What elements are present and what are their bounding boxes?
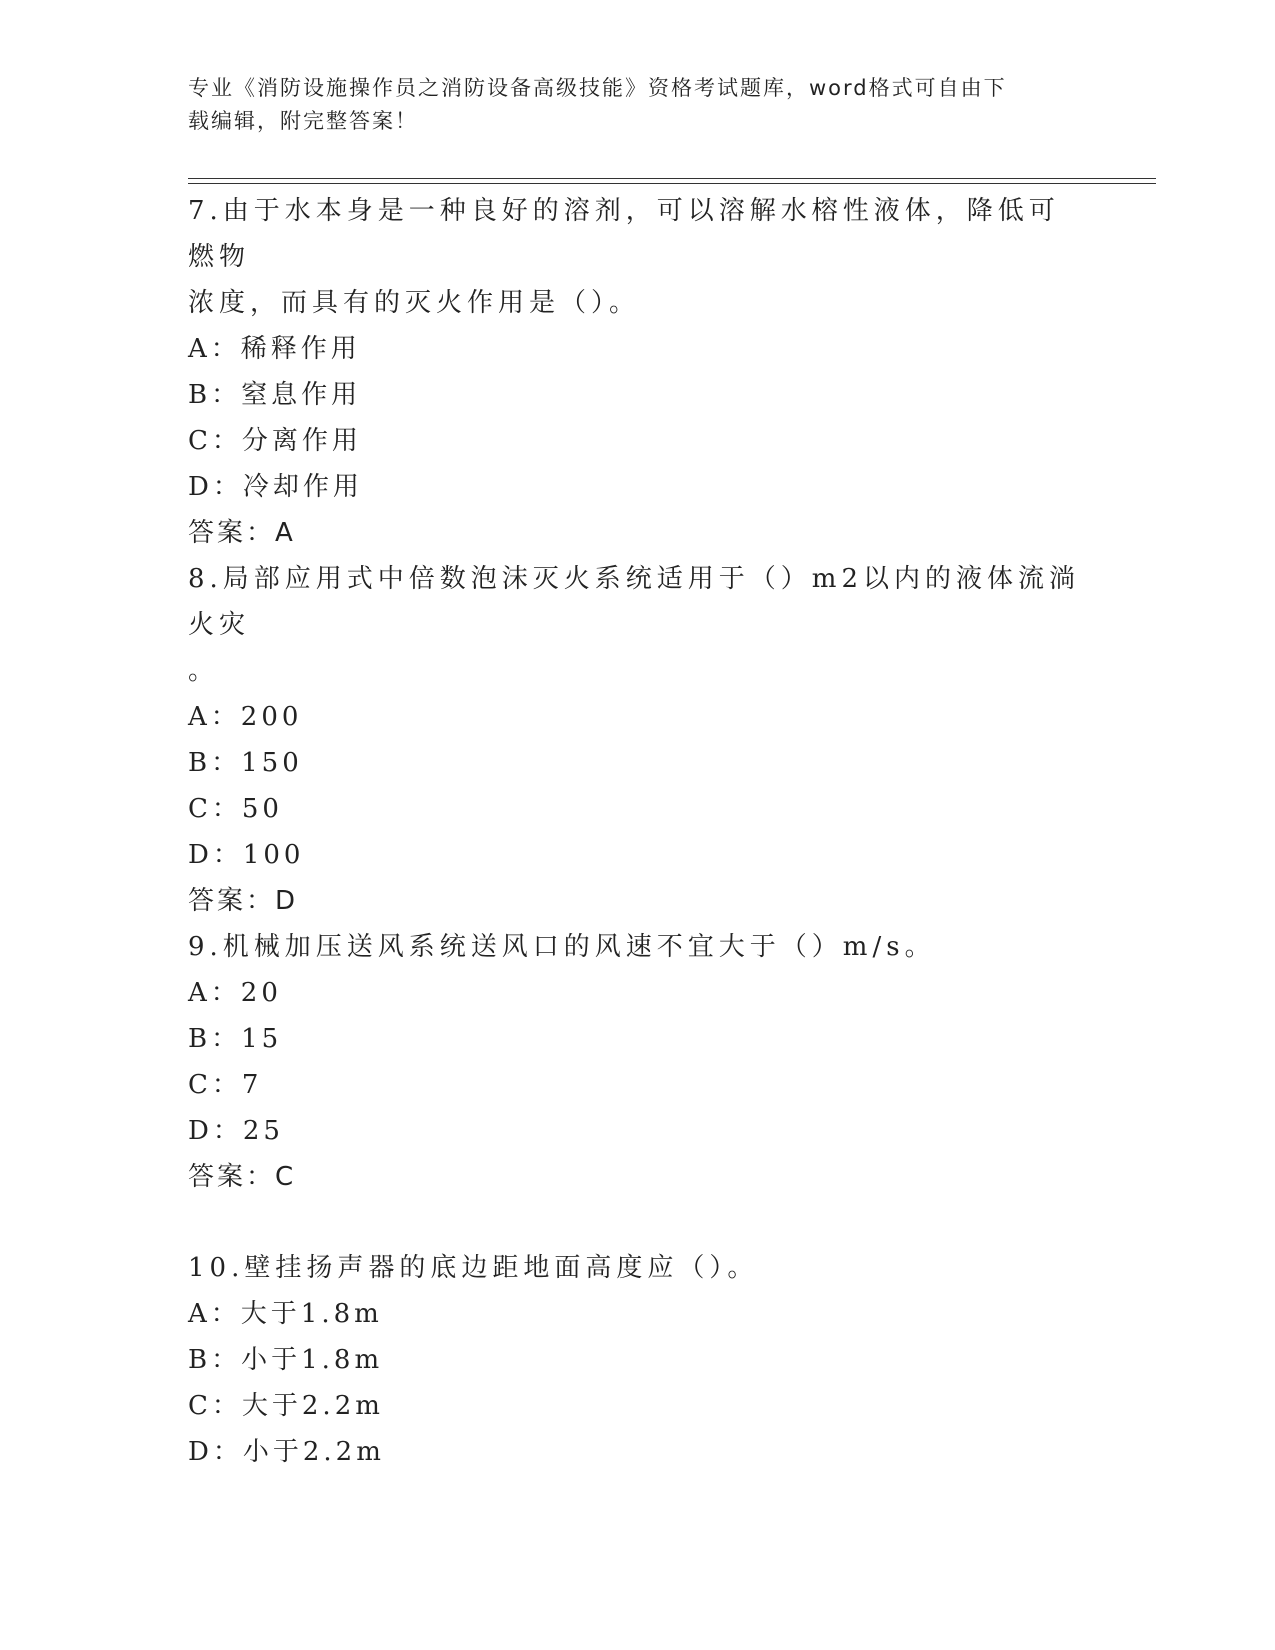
question-stem: 8.局部应用式中倍数泡沫灭火系统适用于（）m2以内的液体流淌火灾 [188, 564, 1081, 640]
document-header [188, 72, 1068, 138]
option-d: D：冷却作用 [188, 472, 363, 502]
option-c: C：50 [188, 794, 283, 824]
option-a: A：20 [188, 978, 282, 1008]
option-b: B：窒息作用 [188, 380, 362, 410]
question-10 [188, 1245, 1088, 1475]
answer: 答案：A [188, 518, 296, 548]
option-a: A：200 [188, 702, 303, 732]
option-b: B：150 [188, 748, 303, 778]
option-d: D：小于2.2m [188, 1437, 385, 1467]
header-line-2: 载编辑，附完整答案！ [188, 109, 418, 133]
answer: 答案：C [188, 1162, 297, 1192]
option-c: C：大于2.2m [188, 1391, 384, 1421]
question-stem: 7.由于水本身是一种良好的溶剂，可以溶解水榕性液体，降低可燃物 [188, 196, 1060, 272]
question-9 [188, 924, 1088, 1200]
question-8 [188, 556, 1088, 924]
option-a: A：稀释作用 [188, 334, 361, 364]
option-c: C：7 [188, 1070, 263, 1100]
option-d: D：25 [188, 1116, 284, 1146]
header-divider-bottom [188, 183, 1156, 184]
question-stem: 10.壁挂扬声器的底边距地面高度应（）。 [188, 1253, 759, 1283]
question-stem: 9.机械加压送风系统送风口的风速不宜大于（）m/s。 [188, 932, 936, 962]
question-7 [188, 188, 1088, 556]
header-line-1: 专业《消防设施操作员之消防设备高级技能》资格考试题库，word格式可自由下 [188, 76, 1007, 100]
question-stem-continued: 。 [188, 656, 220, 686]
option-b: B：15 [188, 1024, 283, 1054]
option-c: C：分离作用 [188, 426, 362, 456]
option-a: A：大于1.8m [188, 1299, 383, 1329]
answer: 答案：D [188, 886, 299, 916]
question-stem-continued: 浓度，而具有的灭火作用是（）。 [188, 288, 641, 318]
option-d: D：100 [188, 840, 305, 870]
option-b: B：小于1.8m [188, 1345, 384, 1375]
header-divider-top [188, 178, 1156, 179]
